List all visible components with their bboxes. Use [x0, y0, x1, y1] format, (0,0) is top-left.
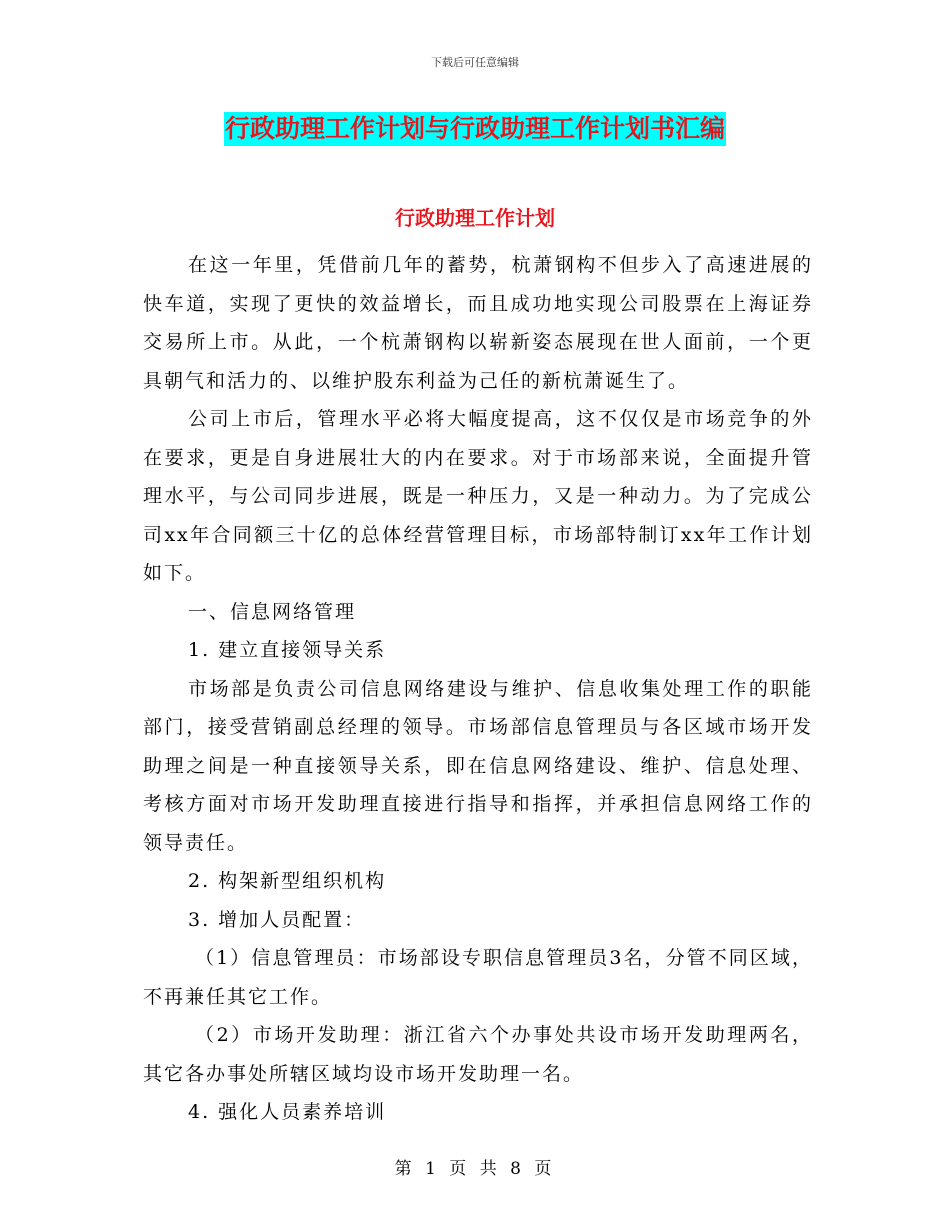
document-body — [143, 246, 813, 1132]
document-title: 行政助理工作计划与行政助理工作计划书汇编 — [224, 112, 726, 146]
paragraph-listing: 公司上市后，管理水平必将大幅度提高，这不仅仅是市场竞争的外在要求，更是自身进展壮大的内在要求。对于市场部来说，全面提升管理水平，与公司同步进展，既是一种压力，又是一种动力。为了完成公司xx年合同额三十亿的总体经营管理目标，市场部特制订xx年工作计划如下。 — [143, 408, 813, 584]
sub-item-1: （1）信息管理员：市场部设专职信息管理员3名，分管不同区域，不再兼任其它工作。 — [143, 947, 813, 1008]
page-footer: 第 1 页 共 8 页 — [394, 1159, 556, 1179]
header-note: 下载后可任意编辑 — [431, 56, 519, 69]
item-3-heading: 3. 增加人员配置： — [188, 908, 366, 931]
heading-info-network: 一、信息网络管理 — [188, 600, 357, 623]
sub-item-2: （2）市场开发助理：浙江省六个办事处共设市场开发助理两名，其它各办事处所辖区域均设市场开发助理一名。 — [143, 1024, 813, 1085]
document-title-wrapper — [0, 112, 950, 146]
item-2-heading: 2. 构架新型组织机构 — [188, 870, 387, 892]
item-1-heading: 1. 建立直接领导关系 — [188, 639, 387, 661]
paragraph-intro: 在这一年里，凭借前几年的蓄势，杭萧钢构不但步入了高速进展的快车道，实现了更快的效益增长，而且成功地实现公司股票在上海证券交易所上市。从此，一个杭萧钢构以崭新姿态展现在世人面前，一个更具朝气和活力的、以维护股东利益为己任的新杭萧诞生了。 — [143, 254, 813, 392]
paragraph-market-dept: 市场部是负责公司信息网络建设与维护、信息收集处理工作的职能部门，接受营销副总经理的领导。市场部信息管理员与各区域市场开发助理之间是一种直接领导关系，即在信息网络建设、维护、信息处理、考核方面对市场开发助理直接进行指导和指挥，并承担信息网络工作的领导责任。 — [143, 677, 813, 854]
section-title: 行政助理工作计划 — [395, 206, 555, 230]
item-4-heading: 4. 强化人员素养培训 — [188, 1101, 387, 1123]
